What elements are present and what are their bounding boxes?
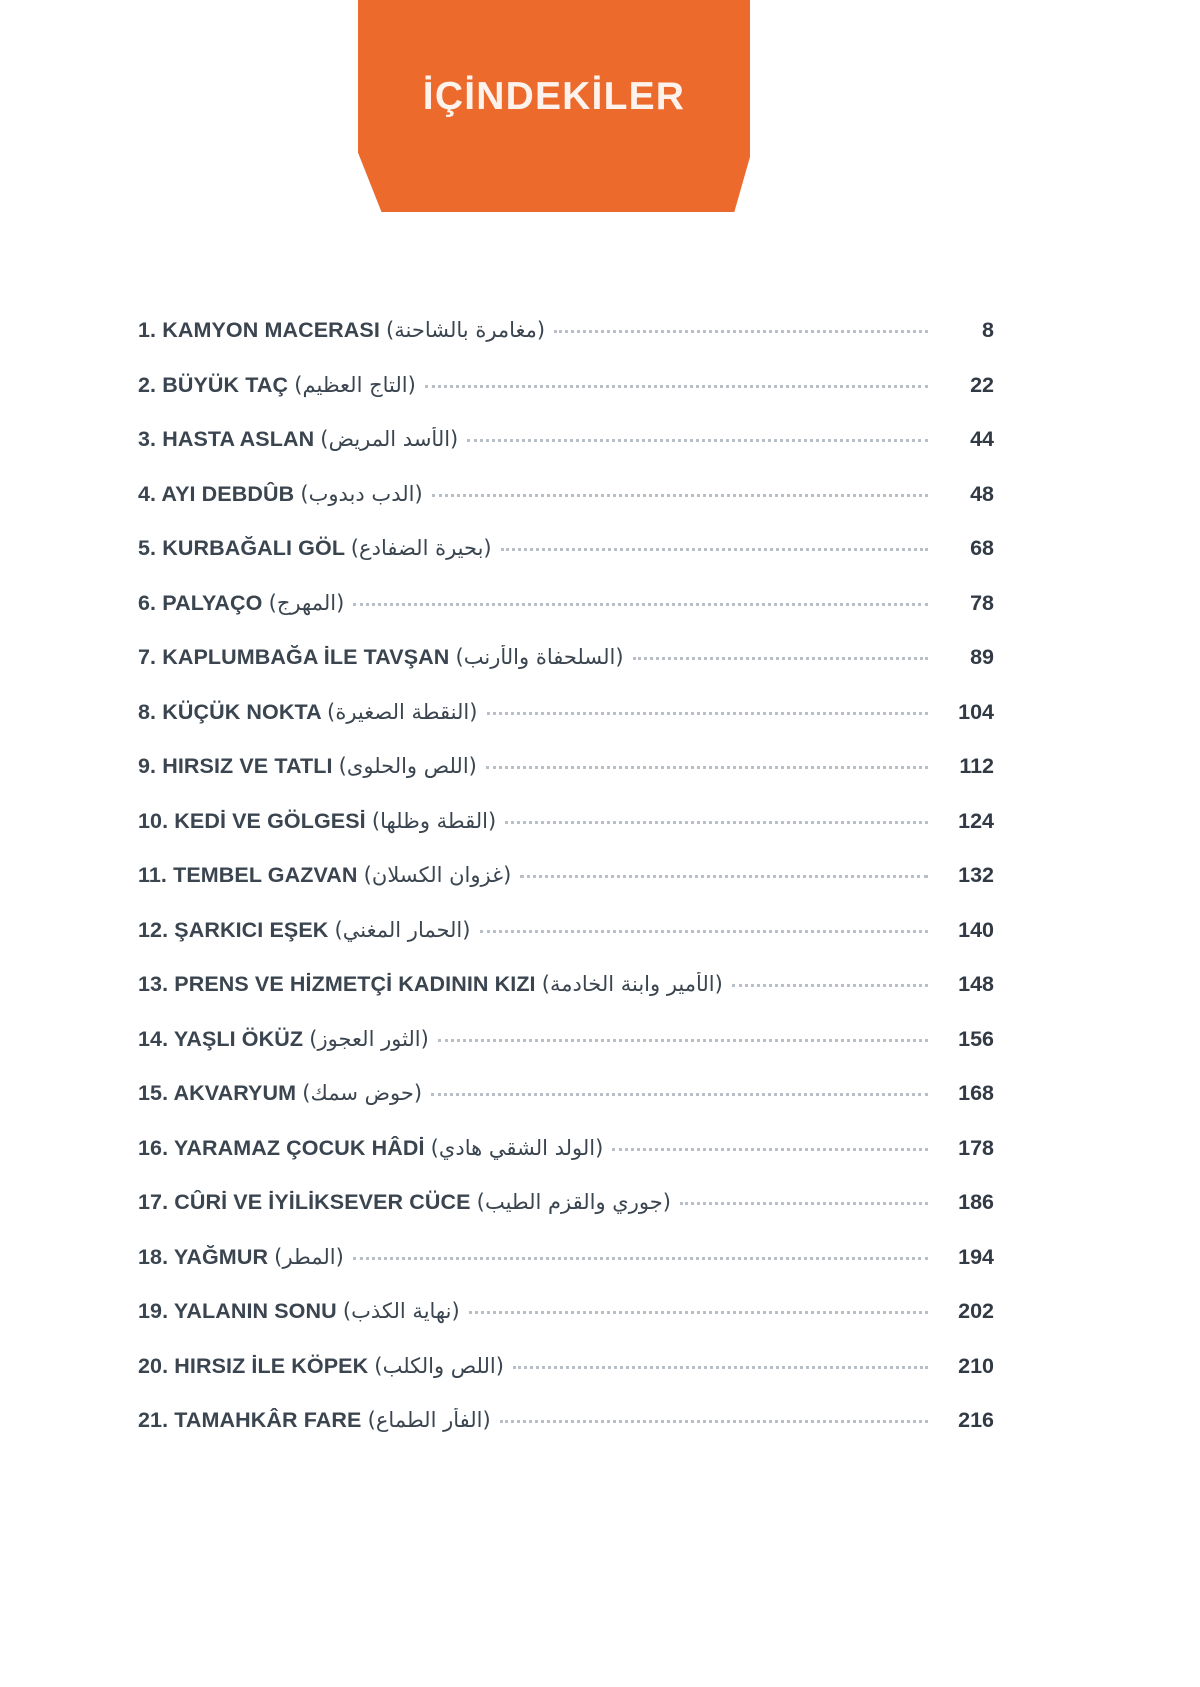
toc-entry-label <box>138 1027 429 1052</box>
toc-entry-title-tr: YALANIN SONU <box>173 1299 337 1323</box>
toc-entry-page-number: 210 <box>958 1353 994 1378</box>
toc-entry-number: 11. <box>138 863 168 887</box>
toc-entry[interactable] <box>138 754 994 809</box>
toc-entry-label <box>138 918 471 943</box>
toc-entry[interactable] <box>138 1136 994 1191</box>
toc-leader-dots <box>486 765 928 769</box>
toc-entry-title-ar: (الثور العجوز) <box>309 1026 429 1051</box>
toc-entry-label <box>138 591 344 616</box>
toc-entry-title-ar: (المطر) <box>274 1244 344 1269</box>
toc-entry-title-ar: (جوري والقزم الطيب) <box>476 1190 672 1214</box>
toc-entry-number: 13. <box>138 972 169 996</box>
toc-entry-label <box>138 1081 422 1106</box>
toc-entry-title-ar: (اللص والكلب) <box>374 1353 505 1378</box>
toc-entry-label <box>138 373 416 398</box>
toc-entry-title-ar: (الأسد المريض) <box>320 427 459 451</box>
toc-entry-page-number: 22 <box>970 372 994 397</box>
toc-entry-title-ar: (حوض سمك) <box>302 1081 423 1105</box>
toc-entry-label <box>138 318 545 343</box>
toc-entry-page-number: 89 <box>970 645 994 669</box>
toc-entry-title-tr: CÛRİ VE İYİLİKSEVER CÜCE <box>174 1190 471 1214</box>
toc-entry[interactable] <box>138 318 994 373</box>
toc-entry-title-ar: (المهرج) <box>268 590 345 615</box>
toc-leader-dots <box>732 983 928 987</box>
toc-entry-title-ar: (الولد الشقي هادي) <box>430 1135 604 1160</box>
toc-leader-dots <box>353 602 928 606</box>
toc-entry-label <box>138 1136 603 1161</box>
toc-entry-title-tr: KEDİ VE GÖLGESİ <box>174 808 366 833</box>
toc-entry-number: 5. <box>138 536 157 560</box>
toc-entry-title-tr: AKVARYUM <box>173 1081 297 1105</box>
toc-leader-dots <box>500 1419 928 1423</box>
toc-entry-label <box>138 1190 671 1215</box>
toc-entry-number: 15. <box>138 1081 169 1105</box>
toc-entry-title-tr: HIRSIZ İLE KÖPEK <box>174 1353 369 1378</box>
toc-entry-page-number: 140 <box>958 917 994 942</box>
toc-entry-label <box>138 645 624 670</box>
toc-entry-number: 9. <box>138 754 157 778</box>
toc-leader-dots <box>480 929 928 933</box>
toc-entry-number: 18. <box>138 1244 169 1269</box>
toc-entry-page-number: 202 <box>958 1299 994 1323</box>
toc-entry-number: 4. <box>138 481 157 506</box>
toc-entry[interactable] <box>138 373 994 428</box>
toc-entry[interactable] <box>138 972 994 1027</box>
toc-entry[interactable] <box>138 863 994 918</box>
toc-leader-dots <box>680 1201 928 1205</box>
toc-entry[interactable] <box>138 1408 994 1463</box>
toc-entry[interactable] <box>138 427 994 482</box>
toc-leader-dots <box>554 329 928 333</box>
toc-entry-title-ar: (الفأر الطماع) <box>367 1408 491 1432</box>
toc-entry[interactable] <box>138 1354 994 1409</box>
toc-entry-label <box>138 427 458 452</box>
toc-entry-page-number: 148 <box>958 972 994 996</box>
toc-entry-page-number: 8 <box>982 318 994 342</box>
toc-entry-number: 17. <box>138 1190 169 1214</box>
toc-entry-label <box>138 700 478 725</box>
toc-entry-title-tr: PRENS VE HİZMETÇİ KADININ KIZI <box>174 972 536 996</box>
toc-entry-title-ar: (النقطة الصغيرة) <box>327 699 478 724</box>
toc-entry[interactable] <box>138 700 994 755</box>
toc-entry-page-number: 68 <box>970 536 994 560</box>
toc-entry-title-tr: TEMBEL GAZVAN <box>173 863 358 887</box>
toc-leader-dots <box>432 493 928 497</box>
toc-entry[interactable] <box>138 1299 994 1354</box>
toc-entry-label <box>138 972 723 997</box>
banner-shape <box>358 0 750 212</box>
toc-entry-title-tr: YARAMAZ ÇOCUK HÂDİ <box>173 1135 425 1160</box>
toc-leader-dots <box>467 438 928 442</box>
toc-entry-number: 2. <box>138 372 157 397</box>
toc-leader-dots <box>487 711 929 715</box>
toc-entry-number: 21. <box>138 1408 169 1432</box>
toc-entry-title-ar: (القطة وظلها) <box>371 808 497 833</box>
toc-entry-number: 6. <box>138 590 157 615</box>
toc-entry[interactable] <box>138 1245 994 1300</box>
toc-entry-number: 3. <box>138 427 157 451</box>
toc-leader-dots <box>505 820 928 824</box>
toc-leader-dots <box>501 547 928 551</box>
toc-leader-dots <box>438 1038 928 1042</box>
toc-entry-page-number: 48 <box>970 481 994 506</box>
toc-entry-label <box>138 863 511 888</box>
toc-entry[interactable] <box>138 1081 994 1136</box>
toc-leader-dots <box>425 384 928 388</box>
toc-entry-page-number: 78 <box>970 590 994 615</box>
toc-entry-title-tr: PALYAÇO <box>162 590 263 615</box>
toc-entry-page-number: 44 <box>970 427 994 451</box>
toc-entry-title-ar: (بحيرة الضفادع) <box>350 536 492 560</box>
toc-entry-number: 16. <box>138 1135 169 1160</box>
toc-entry-label <box>138 1245 344 1270</box>
toc-entry-title-ar: (غزوان الكسلان) <box>363 863 512 887</box>
toc-entry-number: 7. <box>138 645 157 669</box>
table-of-contents <box>138 318 994 1463</box>
toc-entry-title-tr: TAMAHKÂR FARE <box>174 1408 362 1432</box>
toc-entry[interactable] <box>138 482 994 537</box>
toc-entry-number: 20. <box>138 1353 169 1378</box>
toc-entry[interactable] <box>138 1190 994 1245</box>
toc-entry[interactable] <box>138 809 994 864</box>
toc-entry-title-tr: YAĞMUR <box>173 1244 269 1269</box>
toc-entry-label <box>138 809 496 834</box>
toc-entry-page-number: 186 <box>958 1190 994 1214</box>
toc-entry-title-ar: (التاج العظيم) <box>294 372 416 397</box>
toc-entry-title-ar: (الدب دبدوب) <box>300 481 423 506</box>
toc-entry-page-number: 194 <box>958 1244 994 1269</box>
toc-entry-title-tr: HIRSIZ VE TATLI <box>162 754 333 778</box>
toc-entry-title-tr: BÜYÜK TAÇ <box>162 372 289 397</box>
toc-entry-title-tr: AYI DEBDÛB <box>161 481 295 506</box>
toc-entry-title-tr: ŞARKICI EŞEK <box>174 917 329 942</box>
toc-entry[interactable] <box>138 591 994 646</box>
toc-entry-number: 10. <box>138 808 169 833</box>
toc-entry-page-number: 132 <box>958 863 994 887</box>
toc-entry-page-number: 178 <box>958 1135 994 1160</box>
toc-entry[interactable] <box>138 918 994 973</box>
page-title: İÇİNDEKİLER <box>422 75 686 118</box>
toc-entry[interactable] <box>138 536 994 591</box>
toc-leader-dots <box>353 1256 928 1260</box>
toc-entry-title-ar: (الأمير وابنة الخادمة) <box>541 972 723 996</box>
toc-leader-dots <box>520 874 928 878</box>
toc-entry-title-ar: (اللص والحلوى) <box>338 754 477 778</box>
toc-entry-title-ar: (السلحفاة والأرنب) <box>455 645 624 669</box>
toc-entry-number: 14. <box>138 1026 169 1051</box>
toc-entry-page-number: 104 <box>958 699 994 724</box>
toc-entry[interactable] <box>138 645 994 700</box>
toc-entry-number: 19. <box>138 1299 169 1323</box>
toc-leader-dots <box>612 1147 928 1151</box>
toc-entry-page-number: 168 <box>958 1081 994 1105</box>
toc-entry-label <box>138 536 492 561</box>
header-banner <box>0 0 1200 215</box>
toc-entry-title-tr: KAMYON MACERASI <box>162 318 380 342</box>
toc-entry-title-ar: (الحمار المغني) <box>334 917 471 942</box>
toc-entry-title-tr: HASTA ASLAN <box>162 427 315 451</box>
toc-entry-title-tr: KAPLUMBAĞA İLE TAVŞAN <box>162 645 450 669</box>
toc-leader-dots <box>431 1092 928 1096</box>
toc-entry-title-tr: KÜÇÜK NOKTA <box>162 699 321 724</box>
toc-leader-dots <box>513 1365 928 1369</box>
toc-entry-title-tr: YAŞLI ÖKÜZ <box>173 1026 304 1051</box>
toc-entry-page-number: 156 <box>958 1026 994 1051</box>
toc-entry-page-number: 216 <box>958 1408 994 1432</box>
toc-entry-label <box>138 482 423 507</box>
toc-entry-page-number: 124 <box>958 808 994 833</box>
toc-leader-dots <box>633 656 928 660</box>
toc-leader-dots <box>469 1310 928 1314</box>
toc-entry-label <box>138 1354 504 1379</box>
toc-entry-label <box>138 1408 491 1433</box>
toc-entry-label <box>138 1299 460 1324</box>
toc-entry-label <box>138 754 477 779</box>
toc-entry-title-ar: (مغامرة بالشاحنة) <box>386 318 546 342</box>
toc-entry-number: 8. <box>138 699 157 724</box>
toc-entry-title-ar: (نهاية الكذب) <box>342 1299 460 1323</box>
toc-entry-number: 12. <box>138 917 169 942</box>
toc-entry-page-number: 112 <box>959 754 994 778</box>
toc-entry-number: 1. <box>138 318 157 342</box>
toc-entry[interactable] <box>138 1027 994 1082</box>
toc-entry-title-tr: KURBAĞALI GÖL <box>162 536 345 560</box>
